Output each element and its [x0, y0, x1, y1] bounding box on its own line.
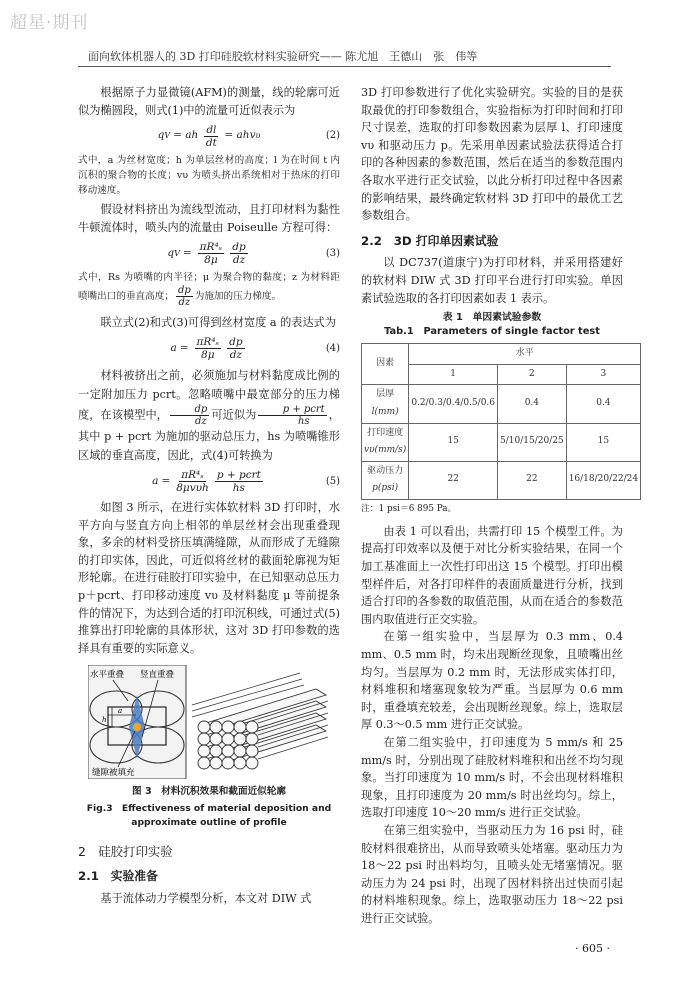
- equation-number: (4): [325, 343, 340, 355]
- paragraph: 在第二组实验中，打印速度为 5 mm/s 和 25 mm/s 时，分别出现了硅胶材料堆积和出丝不均匀现象。当打印速度为 10 mm/s 时，不会出现材料堆积现象，且打印速度为 20 mm/s 时出丝均匀。综上，选取打印速度 10～20 mm/s 进行正交试验。: [361, 736, 623, 820]
- paragraph: 在第一组实验中，当层厚为 0.3 mm、0.4 mm、0.5 mm 时，均未出现断丝现象，且喷嘴出丝均匀。当层厚为 0.2 mm 时，无法形成实体打印，材料堆积和堵塞现象较为严重。当层厚为 0.6 mm 时，重叠填充较差，会出现断丝现象。综上，选取层厚 0.3～0.5 mm 进行正交试验。: [361, 630, 623, 732]
- journal-logo: 超星·期刊: [10, 13, 89, 33]
- figure-caption-cn: 图 3 材料沉积效果和截面近似轮廓: [132, 786, 286, 798]
- paragraph: 在第三组实验中，当驱动压力为 16 psi 时，硅胶材料很难挤出，从而导致喷头处堵塞。驱动压力为 18～22 psi 时出料均匀，且喷头处无堵塞情况。驱动压力为 24 psi 时，出现了因材料挤出过快而引起的材料堆积现象。综上，选取驱动压力 18～22 psi 进行正交试验。: [361, 823, 623, 925]
- table-level: 1: [409, 364, 498, 385]
- paragraph: 式中，a 为丝材宽度；h 为单层丝材的高度；l 为在时间 t 内沉积的聚合物的长度；vυ 为喷头挤出系统相对于热床的打印移动速度。: [78, 155, 340, 197]
- table-row: 打印速度 vυ(mm/s) 15 5/10/15/20/25 15: [362, 423, 641, 461]
- svg-text:h: h: [102, 716, 107, 725]
- page-number: · 605 ·: [575, 942, 610, 955]
- subsection-heading: 2.2 3D 打印单因素试验: [361, 233, 499, 248]
- paragraph: 假设材料挤出为流线型流动，且打印材料为黏性牛顿流体时，喷头内的流量由 Poiseulle 方程可得：: [78, 203, 340, 234]
- paragraph: 材料被挤出之前，必须施加与材料黏度成比例的一定附加压力 pcrt。忽略喷嘴中最宽部分的压力梯度，在该模型中， $\frac{dp}{dz}$ 可近似为 p + pcrt hs ，其中 p + pcrt 为施加的驱动总压力，hs 为喷嘴锥形区域的垂直高度，因此，式(4)可转换为: [78, 368, 340, 462]
- subsection-heading: 2.1 实验准备: [78, 869, 158, 884]
- paragraph: 联立式(2)和式(3)可得到丝材宽度 a 的表达式为: [100, 316, 337, 330]
- running-header: 面向软体机器人的 3D 打印硅胶软材料实验研究—— 陈尤旭 王德山 张 伟等: [88, 50, 478, 63]
- table-header-level: 水平: [409, 344, 641, 365]
- paragraph: 根据原子力显微镜(AFM)的测量，线的轮廓可近似为椭圆段，则式(1)中的流量可近似表示为: [78, 86, 340, 117]
- paragraph: 3D 打印参数进行了优化实验研究。实验的目的是获取最优的打印参数组合，实验指标为打印时间和打印尺寸误差，选取的打印参数因素为层厚 l、打印速度 vυ 和驱动压力 p。先采用单因素试验法获得适合打印的各种因素的参数范围，然后在适当的参数范围内各取水平进行正交试验，以此分析打印过程中各因素的影响结果，最终确定软材料 3D 打印中的最优工艺参数组合。: [361, 86, 623, 223]
- gap-fill-marker: [133, 723, 141, 731]
- equation-number: (2): [325, 130, 340, 142]
- stacked-filaments-3d: [198, 689, 326, 769]
- table-level: 2: [498, 364, 567, 385]
- table-level: 3: [566, 364, 640, 385]
- paragraph: 式中，Rs 为喷嘴的内半径；μ 为聚合物的黏度；z 为材料距喷嘴出口的垂直高度； $\frac{dp}{dz}$ 为施加的压力梯度。: [78, 272, 340, 309]
- table-caption-en: Tab.1 Parameters of single factor test: [384, 326, 600, 338]
- header-rule: [78, 66, 611, 67]
- deposition-diagram: [88, 665, 333, 779]
- figure-caption-en: Fig.3 Effectiveness of material deposition and approximate outline of profile: [86, 802, 332, 829]
- paragraph: 以 DC737(道康宁)为打印材料，并采用搭建好的软材料 DIW 式 3D 打印平台进行打印实验。单因素试验选取的各打印因素如表 1 表示。: [361, 256, 623, 305]
- equation-3: q V = $\frac{\text{πR⁴ₛ}}{8\mu}$ $\frac{dp}{dz}$ (3): [167, 240, 340, 266]
- table-row: 驱动压力 p(psi) 22 22 16/18/20/22/24: [362, 461, 641, 499]
- table-row: 层厚 l(mm) 0.2/0.3/0.4/0.5/0.6 0.4 0.4: [362, 385, 641, 423]
- paragraph: 由表 1 可以看出，共需打印 15 个模型工件。为提高打印效率以及便于对比分析实验结果，在同一个加工基准面上一次性打印出这 15 个模型。打印出模型样件后，对各打印样件的表面质量进行分析，找到适合打印的各参数的取值范围，从而在适合的参数范围内取值进行正交实验。: [361, 524, 623, 626]
- label-vertical-overlap: 竖直重叠: [140, 670, 175, 681]
- right-column: [361, 84, 639, 928]
- paragraph: 基于流体动力学模型分析，本文对 DIW 式: [100, 892, 312, 905]
- figure-3: [88, 665, 333, 779]
- table-caption-cn: 表 1 单因素试验参数: [442, 312, 542, 324]
- equation-5: a = $\frac{\text{πR⁴ₛ}}{\text{8μvυh}}$ $\frac{\text{p + pcrt}}{hs}$ (5): [152, 469, 340, 495]
- left-column: [78, 84, 340, 908]
- table-note: 注：1 psi＝6 895 Pa。: [361, 503, 457, 514]
- paragraph: 如图 3 所示，在进行实体软材料 3D 打印时，水平方向与竖直方向上相邻的单层丝材会出现重叠现象，多余的材料受挤压填满缝隙，从而形成了无缝隙的打印实体，因此，可近似将丝材的截面轮廓视为矩形轮廓。在进行硅胶打印实验中，在已知驱动总压力 p＋pcrt、打印移动速度 vυ 及材料黏度 μ 等前提条件的情况下，为达到合适的打印沉积线，可通过式(5)推算出打印轮廓的具体形状，这对 3D 打印参数的选择具有重要的实际意义。: [78, 500, 340, 655]
- equation-number: (5): [325, 476, 340, 488]
- equation-2: q V = ah $\frac{dl}{dt}$ = ahv υ (2): [157, 123, 340, 149]
- equation-4: a = $\frac{\text{πR⁴ₛ}}{8\mu}$ $\frac{dp}{dz}$ (4): [170, 336, 340, 362]
- svg-text:a: a: [118, 707, 123, 716]
- label-horizontal-overlap: 水平重叠: [90, 670, 125, 681]
- equation-number: (3): [325, 247, 340, 259]
- label-gap-filled: 缝隙被填充: [92, 768, 135, 779]
- section-heading: 2 硅胶打印实验: [78, 843, 173, 859]
- parameters-table: [361, 343, 641, 500]
- table-header-factor: 因素: [362, 344, 409, 385]
